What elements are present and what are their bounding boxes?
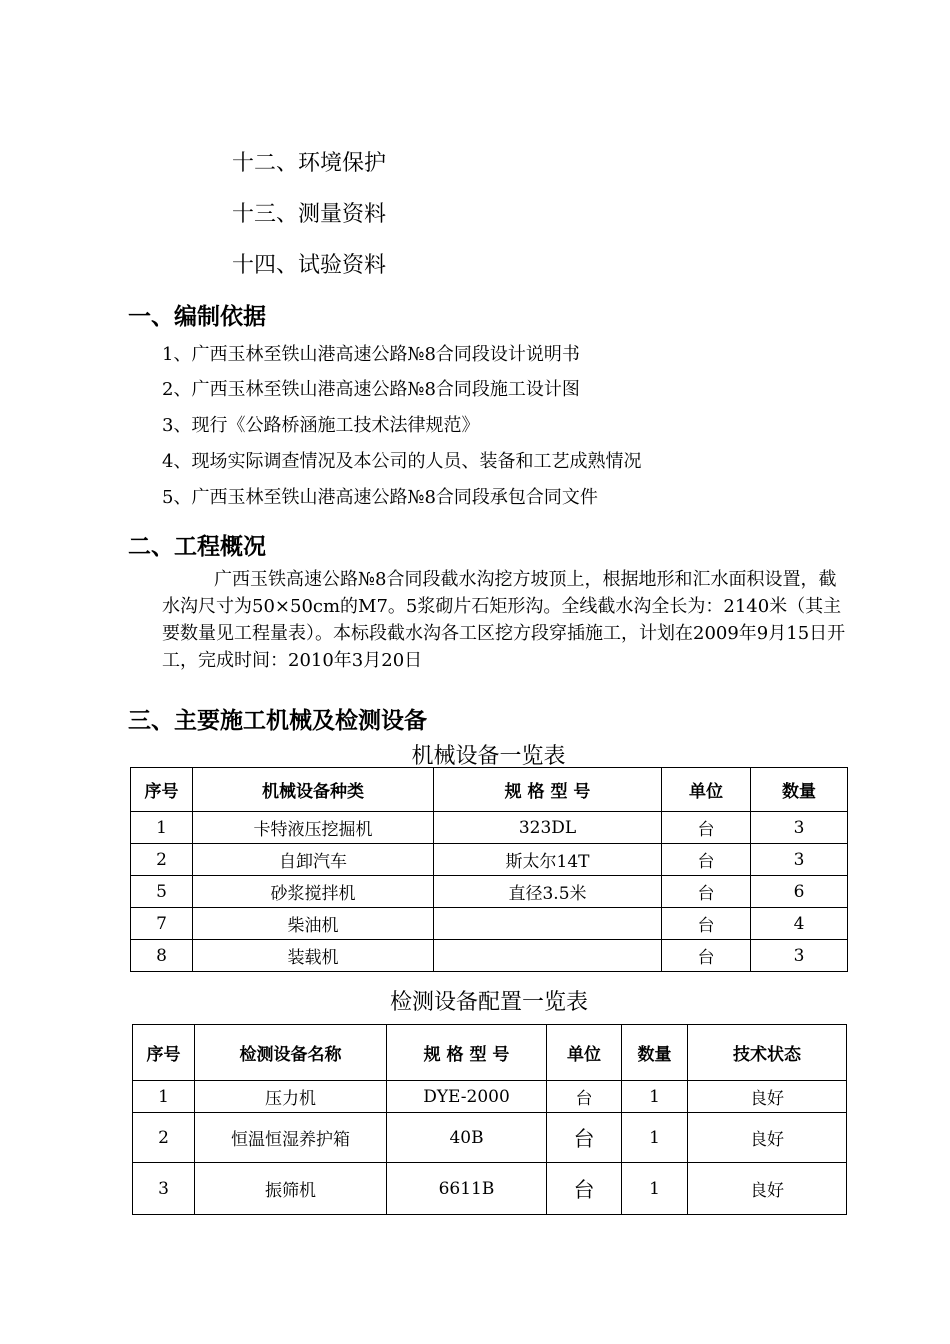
test-table-caption: 检测设备配置一览表 <box>389 990 588 1015</box>
table-cell: 台 <box>547 1081 622 1113</box>
table-cell: 6611B <box>387 1163 547 1215</box>
overview-text: 广西玉铁高速公路№8合同段截水沟挖方坡顶上，根据地形和汇水面积设置，截水沟尺寸为50×50cm的M7。5浆砌片石矩形沟。全线截水沟全长为：2140米（其主要数量见工程量表）。本标段截水沟各工区挖方段穿插施工，计划在2009年9月15日开工，完成时间：2010年3月20日 <box>162 569 846 671</box>
toc-item-12: 十二、环境保护 <box>232 151 387 176</box>
header-cell: 机械设备种类 <box>193 768 434 812</box>
header-cell: 技术状态 <box>688 1025 847 1081</box>
toc-item-13: 十三、测量资料 <box>232 202 387 227</box>
table-cell: 8 <box>131 940 193 972</box>
section-3-heading: 三、主要施工机械及检测设备 <box>128 708 427 734</box>
basis-item-5: 5、广西玉林至铁山港高速公路№8合同段承包合同文件 <box>162 487 598 508</box>
machine-table <box>130 767 848 972</box>
table-cell: 台 <box>662 812 751 844</box>
table-cell: 卡特液压挖掘机 <box>193 812 434 844</box>
table-cell: 柴油机 <box>193 908 434 940</box>
header-cell: 序号 <box>131 768 193 812</box>
test-table <box>132 1024 847 1215</box>
header-cell: 检测设备名称 <box>195 1025 387 1081</box>
header-cell: 单位 <box>547 1025 622 1081</box>
table-row <box>131 908 848 940</box>
table-row <box>131 812 848 844</box>
table-cell: 3 <box>751 812 848 844</box>
overview-paragraph <box>162 566 852 674</box>
table-cell: 1 <box>622 1113 688 1163</box>
table-cell: 6 <box>751 876 848 908</box>
toc-item-14: 十四、试验资料 <box>232 253 387 278</box>
table-cell <box>434 908 662 940</box>
table-row <box>133 1163 847 1215</box>
header-cell: 规 格 型 号 <box>387 1025 547 1081</box>
table-row <box>131 876 848 908</box>
basis-item-1: 1、广西玉林至铁山港高速公路№8合同段设计说明书 <box>162 344 580 365</box>
header-cell: 单位 <box>662 768 751 812</box>
table-cell: 1 <box>133 1081 195 1113</box>
machine-table-header <box>131 768 848 812</box>
table-cell: 40B <box>387 1113 547 1163</box>
table-cell: 自卸汽车 <box>193 844 434 876</box>
table-cell: 台 <box>662 908 751 940</box>
table-cell <box>434 940 662 972</box>
table-row <box>131 844 848 876</box>
table-cell: 3 <box>133 1163 195 1215</box>
machine-table-caption: 机械设备一览表 <box>411 744 566 769</box>
table-cell: 3 <box>751 940 848 972</box>
table-row <box>133 1113 847 1163</box>
table-cell: 2 <box>131 844 193 876</box>
table-cell: 良好 <box>688 1113 847 1163</box>
basis-item-3: 3、现行《公路桥涵施工技术法律规范》 <box>162 415 480 436</box>
table-cell: 良好 <box>688 1163 847 1215</box>
table-cell: 1 <box>622 1081 688 1113</box>
table-row <box>131 940 848 972</box>
table-cell: 斯太尔14T <box>434 844 662 876</box>
table-cell: 7 <box>131 908 193 940</box>
header-cell: 规 格 型 号 <box>434 768 662 812</box>
table-cell: 恒温恒湿养护箱 <box>195 1113 387 1163</box>
table-cell: 3 <box>751 844 848 876</box>
table-cell: 台 <box>662 940 751 972</box>
table-cell: 4 <box>751 908 848 940</box>
table-cell: 2 <box>133 1113 195 1163</box>
header-cell: 数量 <box>751 768 848 812</box>
table-cell: 5 <box>131 876 193 908</box>
table-cell: 砂浆搅拌机 <box>193 876 434 908</box>
table-cell: 1 <box>131 812 193 844</box>
table-cell: 直径3.5米 <box>434 876 662 908</box>
basis-item-2: 2、广西玉林至铁山港高速公路№8合同段施工设计图 <box>162 379 580 400</box>
table-cell: 装载机 <box>193 940 434 972</box>
header-cell: 数量 <box>622 1025 688 1081</box>
section-2-heading: 二、工程概况 <box>128 534 266 560</box>
test-table-header <box>133 1025 847 1081</box>
table-cell: 良好 <box>688 1081 847 1113</box>
section-1-heading: 一、编制依据 <box>128 304 266 330</box>
table-cell: 台 <box>547 1163 622 1215</box>
table-cell: DYE-2000 <box>387 1081 547 1113</box>
table-cell: 1 <box>622 1163 688 1215</box>
table-row <box>133 1081 847 1113</box>
table-cell: 台 <box>662 844 751 876</box>
table-cell: 台 <box>662 876 751 908</box>
table-cell: 振筛机 <box>195 1163 387 1215</box>
table-cell: 323DL <box>434 812 662 844</box>
header-cell: 序号 <box>133 1025 195 1081</box>
table-cell: 台 <box>547 1113 622 1163</box>
table-cell: 压力机 <box>195 1081 387 1113</box>
basis-item-4: 4、现场实际调查情况及本公司的人员、装备和工艺成熟情况 <box>162 451 642 472</box>
